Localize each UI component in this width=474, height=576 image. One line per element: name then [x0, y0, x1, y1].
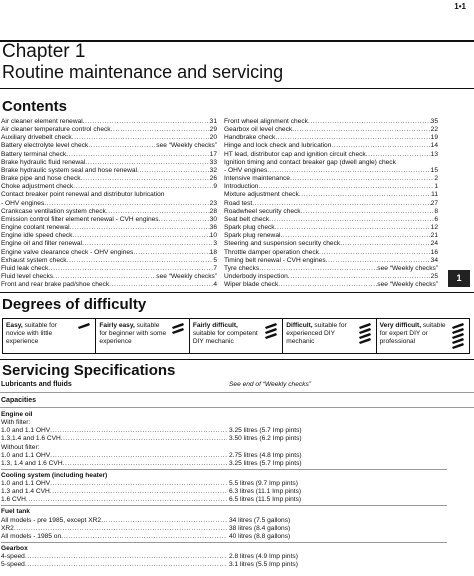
spec-subgroup-label: Without filter:: [1, 443, 40, 451]
contents-entry[interactable]: [224, 249, 438, 257]
difficulty-level-name: Very difficult,: [379, 322, 422, 329]
spec-group-title: Fuel tank: [1, 508, 30, 516]
contents-entry-page: 15: [430, 166, 438, 174]
spec-row-label-wrap: [1, 525, 227, 533]
spec-row-value: 34 litres (7.5 gallons): [229, 516, 291, 524]
contents-entry-label: Roadwheel security check: [224, 207, 301, 215]
contents-left-column: [1, 118, 217, 289]
capacities-label: Capacities: [1, 397, 37, 404]
contents-entry[interactable]: [1, 175, 217, 183]
spec-row-leader: [50, 488, 227, 496]
contents-entry-leader: [340, 240, 430, 248]
contents-entry[interactable]: [224, 126, 438, 134]
spanner-shape: [452, 333, 464, 339]
contents-entry-page: 26: [209, 175, 217, 183]
contents-entry-leader: [280, 232, 430, 240]
difficulty-level-text: [99, 322, 167, 346]
contents-entry-page: 8: [434, 207, 438, 215]
contents-entry[interactable]: [1, 273, 217, 281]
contents-entry-page: see “Weekly checks”: [156, 272, 217, 280]
contents-entry-leader: [137, 167, 210, 175]
contents-entry-label: Spark plug check: [224, 224, 275, 232]
spec-row: [1, 488, 447, 496]
contents-entry-page: see “Weekly checks”: [156, 142, 217, 150]
contents-entry-page: 2: [434, 175, 438, 183]
spec-row-value: 6.3 litres (11.1 Imp pints): [229, 488, 302, 496]
difficulty-level-description: suitable for beginner with some experience: [99, 322, 167, 345]
spec-group-title: Engine oil: [1, 411, 33, 418]
contents-entry-leader: [81, 175, 210, 183]
contents-entry-label: Brake hydraulic fluid renewal: [1, 158, 86, 166]
contents-entry-leader: [83, 118, 210, 126]
spec-row: [1, 427, 447, 435]
contents-entry-label: Front and rear brake pad/shoe check: [1, 281, 110, 289]
spec-row-label: 1.0 and 1.1 OHV: [1, 427, 51, 435]
contents-entry-page: 21: [430, 232, 438, 240]
contents-entry-leader: [82, 240, 213, 248]
contents-entry-page: 22: [430, 126, 438, 134]
contents-entry-leader: [66, 151, 209, 159]
spec-row-leader: [26, 496, 227, 504]
contents-entry-label: Underbody inspection: [224, 272, 288, 280]
spec-row-label-wrap: [1, 533, 227, 541]
difficulty-level: [190, 319, 283, 353]
contents-entry[interactable]: [1, 167, 217, 175]
spec-row-value: 3.25 litres (5.7 Imp pints): [229, 459, 302, 467]
contents-entry-label: Ignition timing and contact breaker gap (dwell angle) check: [224, 158, 396, 166]
contents-entry-leader: [67, 257, 214, 265]
contents-entry-label: Exhaust system check: [1, 256, 67, 264]
spec-row-label: 1.6 CVH: [1, 496, 26, 504]
chapter-bottom-rule: [0, 88, 474, 89]
spec-row-leader: [50, 452, 227, 460]
contents-entry-leader: [48, 265, 213, 273]
difficulty-level-text: [6, 322, 74, 346]
contents-entry-leader: [288, 273, 431, 281]
contents-entry-page: 27: [430, 199, 438, 207]
contents-entry[interactable]: [1, 151, 217, 159]
spec-row-label: 1.3 and 1.4 CVH: [1, 488, 50, 496]
contents-entry[interactable]: [1, 257, 217, 265]
chapter-title: Chapter 1: [2, 41, 86, 62]
contents-entry-leader: [319, 249, 431, 257]
spanner-shape: [265, 323, 277, 329]
contents-entry-page: 7: [213, 264, 217, 272]
spec-row-leader: [25, 553, 227, 561]
lubricants-label: Lubricants and fluids: [1, 381, 72, 388]
contents-entry[interactable]: [1, 232, 217, 240]
contents-entry[interactable]: [224, 191, 438, 199]
spec-row-value: 6.5 litres (11.5 Imp pints): [229, 496, 302, 504]
spec-row-label-wrap: [1, 460, 227, 468]
spec-divider: [1, 542, 447, 543]
spanner-shape: [172, 328, 184, 334]
contents-entry-label: Throttle damper operation check: [224, 248, 319, 256]
contents-entry-label: Mixture adjustment check: [224, 191, 299, 199]
contents-entry-page: 19: [430, 134, 438, 142]
spec-row-leader: [61, 533, 227, 541]
spec-row-label: 1.0 and 1.1 OHV: [1, 451, 51, 459]
contents-entry-leader: [159, 216, 210, 224]
contents-entry-leader: [269, 216, 434, 224]
contents-entry[interactable]: [1, 240, 217, 248]
spanner-shape: [452, 343, 464, 349]
contents-entry-page: 34: [430, 256, 438, 264]
spec-row-label-wrap: [1, 553, 227, 561]
contents-entry-label: Handbrake check: [224, 134, 276, 142]
chapter-header: [0, 42, 474, 82]
spec-subgroup-label: With filter:: [1, 419, 31, 427]
contents-entry-label: Battery electrolyte level check: [1, 142, 89, 150]
difficulty-table: [2, 318, 470, 354]
spec-divider: [1, 505, 447, 506]
contents-entry-leader: [53, 273, 156, 281]
spanner-shape: [452, 328, 464, 334]
spec-row: [1, 561, 447, 569]
spec-row-value: 38 litres (8.4 gallons): [229, 524, 291, 532]
contents-entry-leader: [73, 183, 213, 191]
contents-entry-page: 25: [430, 272, 438, 280]
spanner-shape: [265, 328, 277, 334]
contents-entry-label: Air cleaner element renewal: [1, 118, 83, 125]
spec-row-label: 1.0 and 1.1 OHV: [1, 480, 51, 488]
spanner-fairly-difficult-icon: [263, 322, 279, 350]
contents-entry-page: 36: [209, 224, 217, 232]
spec-row-leader: [25, 561, 227, 569]
contents-entry[interactable]: [1, 159, 217, 167]
contents-entry[interactable]: [1, 265, 217, 273]
spec-row-value: 3.25 litres (5.7 Imp pints): [229, 427, 302, 435]
contents-entry-label: Hinge and lock check and lubrication: [224, 142, 332, 150]
contents-entry-label: Introduction: [224, 183, 259, 191]
spec-group-title: Gearbox: [1, 545, 28, 553]
difficulty-level: [377, 319, 469, 353]
spec-row-leader: [50, 427, 227, 435]
contents-right-column: [224, 118, 438, 289]
contents-entry-label: Choke adjustment check: [1, 183, 74, 191]
contents-entry-leader: [85, 159, 209, 167]
spec-row: [1, 533, 447, 541]
specs-rule: [0, 359, 474, 360]
contents-entry-label: Spark plug renewal: [224, 232, 281, 240]
contents-entry-page: 29: [209, 126, 217, 134]
spec-row-leader: [50, 480, 227, 488]
contents-entry-page: 11: [431, 191, 438, 199]
spec-row-label: XR2: [1, 524, 14, 532]
spec-row-leader: [14, 525, 227, 533]
contents-entry-page: 35: [430, 118, 438, 125]
difficulty-level-name: Easy,: [6, 322, 23, 329]
contents-entry-leader: [70, 224, 210, 232]
contents-entry[interactable]: [224, 151, 438, 159]
contents-entry-page: 5: [213, 256, 217, 264]
spanner-easy-icon: [76, 322, 92, 350]
contents-entry-label: HT lead, distributor cap and ignition circuit check: [224, 150, 366, 158]
contents-entry-label: Front wheel alignment check: [224, 118, 308, 125]
contents-entry[interactable]: [224, 208, 438, 216]
contents-entry[interactable]: [224, 232, 438, 240]
contents-entry-page: 12: [430, 224, 438, 232]
contents-entry[interactable]: [224, 273, 438, 281]
contents-entry[interactable]: [1, 183, 217, 191]
contents-entry-label: Gearbox oil level check: [224, 126, 293, 134]
chapter-tab-marker: 1: [448, 270, 470, 287]
contents-entry-label: Tyre checks: [224, 264, 260, 272]
contents-entry-label: Crankcase ventilation system check: [1, 207, 106, 215]
contents-entry-leader: [326, 257, 431, 265]
difficulty-heading: Degrees of difficulty: [2, 296, 147, 313]
contents-entry-leader: [275, 224, 431, 232]
contents-entry-page: 31: [209, 118, 217, 125]
contents-entry-leader: [106, 208, 210, 216]
contents-entry-leader: [301, 208, 435, 216]
contents-entry-label: Engine coolant renewal: [1, 224, 70, 232]
contents-entry-leader: [72, 232, 209, 240]
contents-entry-label: Engine valve clearance check - OHV engines: [1, 248, 134, 256]
spec-row-label: 5-speed: [1, 561, 25, 569]
contents-entry[interactable]: [224, 240, 438, 248]
contents-entry[interactable]: [224, 257, 438, 265]
spanner-shape: [359, 323, 371, 329]
spec-row: [1, 496, 447, 504]
contents-entry-page: 9: [213, 183, 217, 191]
contents-entry-page: 18: [209, 248, 217, 256]
spec-row-label: 1.3,1.4 and 1.6 CVH: [1, 435, 61, 443]
spec-row-value: 5.5 litres (9.7 Imp pints): [229, 480, 298, 488]
contents-entry-page: 23: [209, 199, 217, 207]
contents-entry-label: Engine idle speed check: [1, 232, 73, 240]
contents-entry[interactable]: [224, 216, 438, 224]
contents-entry[interactable]: [1, 118, 217, 126]
difficulty-level: [3, 319, 96, 353]
spec-row: [1, 525, 447, 533]
contents-entry-label: Engine oil and filter renewal: [1, 240, 83, 248]
contents-entry-label: Brake hydraulic system seal and hose renewal: [1, 166, 137, 174]
lubricants-value: See end of “Weekly checks”: [229, 381, 311, 388]
contents-entry[interactable]: [1, 126, 217, 134]
spec-row-label-wrap: [1, 561, 227, 569]
chapter-subtitle: Routine maintenance and servicing: [2, 62, 284, 82]
lubricants-divider: [0, 392, 474, 393]
difficulty-level-description: suitable for expert DIY or professional: [379, 322, 446, 345]
contents-entry-page: 6: [434, 215, 438, 223]
spec-row-value: 2.75 litres (4.8 Imp pints): [229, 451, 302, 459]
contents-entry-page: 4: [213, 281, 217, 289]
contents-entry-leader: [252, 200, 430, 208]
difficulty-level-text: [380, 322, 448, 346]
contents-entry-leader: [278, 281, 377, 289]
contents-entry-leader: [267, 167, 430, 175]
capacities-divider: [0, 407, 474, 408]
contents-entry-leader: [275, 134, 430, 142]
spanner-shape: [172, 323, 184, 329]
contents-entry-label: Battery terminal check: [1, 150, 67, 158]
contents-entry[interactable]: [224, 159, 438, 167]
spec-row-label: All models - pre 1985, except XR2: [1, 516, 102, 524]
contents-entry-page: 10: [209, 232, 217, 240]
spec-row-label-wrap: [1, 427, 227, 435]
contents-entry[interactable]: [224, 134, 438, 142]
contents-entry-page: see “Weekly checks”: [377, 264, 438, 272]
spec-row-value: 3.1 litres (5.5 Imp pints): [229, 561, 298, 569]
contents-entry-page: 28: [209, 207, 217, 215]
contents-entry[interactable]: [1, 134, 217, 142]
spanner-difficult-icon: [357, 322, 373, 350]
contents-entry-page: 30: [209, 215, 217, 223]
spanner-shape: [452, 338, 464, 344]
spec-row-label-wrap: [1, 488, 227, 496]
contents-entry[interactable]: [224, 281, 438, 289]
contents-entry-page: see “Weekly checks”: [377, 281, 438, 289]
spec-row: [1, 435, 447, 443]
contents-entry[interactable]: [1, 200, 217, 208]
spec-row-label-wrap: [1, 480, 227, 488]
spanner-shape: [265, 333, 277, 339]
specs-heading: Servicing Specifications: [2, 362, 176, 379]
contents-entry-label: Fluid leak check: [1, 264, 49, 272]
contents-entry-label: Intensive maintenance: [224, 175, 290, 183]
contents-entry-leader: [258, 183, 434, 191]
difficulty-level-name: Difficult,: [286, 322, 313, 329]
spanner-shape: [359, 333, 371, 339]
contents-entry-label: Emission control filter element renewal - CVH engines: [1, 215, 159, 223]
contents-entry-label: Wiper blade check: [224, 281, 279, 289]
capacities-table: [1, 409, 447, 570]
spanner-very-difficult-icon: [450, 322, 466, 350]
spec-row-value: 2.8 litres (4.9 Imp pints): [229, 553, 298, 561]
spec-group-title: Cooling system (including heater): [1, 471, 108, 479]
spec-divider: [1, 469, 447, 470]
difficulty-level-text: [193, 322, 261, 346]
contents-entry[interactable]: [1, 142, 217, 150]
spec-row-leader: [101, 517, 227, 525]
spec-row-label-wrap: [1, 452, 227, 460]
contents-entry[interactable]: [224, 224, 438, 232]
difficulty-level-name: Fairly easy,: [99, 322, 135, 329]
contents-entry-page: 24: [430, 240, 438, 248]
contents-entry-leader: [331, 142, 430, 150]
specs-lubricants: [1, 381, 447, 390]
spec-row: [1, 480, 447, 488]
contents-entry-label: Steering and suspension security check: [224, 240, 341, 248]
page-number: 1•1: [454, 2, 466, 11]
contents-entry-label: Road test: [224, 199, 253, 207]
contents-entry[interactable]: [224, 175, 438, 183]
difficulty-level: [96, 319, 189, 353]
spanner-fairly-easy-icon: [170, 322, 186, 350]
contents-entry[interactable]: [1, 191, 217, 199]
contents-entry[interactable]: [224, 265, 438, 273]
difficulty-level-description: suitable for competent DIY mechanic: [192, 330, 258, 345]
contents-entry-leader: [290, 175, 434, 183]
difficulty-level: [283, 319, 376, 353]
contents-entry[interactable]: [224, 142, 438, 150]
spec-row-label-wrap: [1, 496, 227, 504]
contents-entry-label: - OHV engines: [224, 166, 268, 174]
contents-entry-label: Seat belt check: [224, 215, 270, 223]
contents-entry-leader: [299, 191, 431, 199]
contents-entry-leader: [292, 126, 430, 134]
contents-entry[interactable]: [1, 224, 217, 232]
spec-row-label: 4-speed: [1, 553, 25, 561]
spec-row: [1, 460, 447, 468]
contents-entry-label: Air cleaner temperature control check: [1, 126, 111, 134]
spanner-shape: [359, 328, 371, 334]
contents-entry-page: 13: [430, 150, 438, 158]
contents-entry-leader: [259, 265, 377, 273]
contents-entry-label: - OHV engines: [1, 199, 45, 207]
difficulty-level-description: suitable for novice with little experience: [6, 322, 57, 345]
contents-entry[interactable]: [1, 208, 217, 216]
contents-entry-page: 20: [209, 134, 217, 142]
contents-entry-leader: [88, 142, 156, 150]
contents-entry-label: Contact breaker point renewal and distributor lubrication: [1, 191, 165, 199]
spanner-shape: [78, 323, 90, 329]
spec-row: [1, 517, 447, 525]
difficulty-level-description: suitable for experienced DIY mechanic: [286, 322, 347, 345]
contents-entry-page: 14: [430, 142, 438, 150]
spanner-shape: [359, 338, 371, 344]
contents-entry-leader: [366, 151, 431, 159]
contents-entry-label: Fluid level checks: [1, 272, 54, 280]
spanner-shape: [452, 323, 464, 329]
difficulty-level-text: [286, 322, 354, 346]
spec-row-label-wrap: [1, 435, 227, 443]
contents-entry-page: 1: [434, 183, 438, 191]
spec-row: [1, 452, 447, 460]
contents-entry-page: 33: [209, 158, 217, 166]
difficulty-rule: [0, 292, 474, 293]
spec-row-value: 3.50 litres (6.2 Imp pints): [229, 435, 302, 443]
contents-heading: Contents: [2, 98, 67, 115]
contents-entry[interactable]: [224, 183, 438, 191]
contents-entry-label: Timing belt renewal - CVH engines: [224, 256, 326, 264]
spec-row-label-wrap: [1, 517, 227, 525]
spec-row-leader: [61, 435, 227, 443]
contents-entry-leader: [44, 200, 209, 208]
spec-row: [1, 553, 447, 561]
contents-entry[interactable]: [224, 200, 438, 208]
contents-entry[interactable]: [1, 216, 217, 224]
contents-entry[interactable]: [1, 249, 217, 257]
contents-entry-leader: [109, 281, 213, 289]
contents-entry-page: 3: [213, 240, 217, 248]
spec-row-label: 1.3, 1.4 and 1.6 CVH: [1, 459, 63, 467]
contents-entry-leader: [111, 126, 210, 134]
contents-entry[interactable]: [224, 167, 438, 175]
contents-entry-label: Brake pipe and hose check: [1, 175, 81, 183]
contents-entry[interactable]: [224, 118, 438, 126]
contents-entry-leader: [133, 249, 209, 257]
contents-entry-leader: [308, 118, 431, 126]
spec-row-label: All models - 1985 on: [1, 532, 62, 540]
contents-entry-page: 16: [430, 248, 438, 256]
contents-entry-page: 32: [209, 166, 217, 174]
contents-entry-leader: [72, 134, 210, 142]
contents-entry-page: 17: [209, 150, 217, 158]
contents-entry[interactable]: [1, 281, 217, 289]
spec-row-leader: [63, 460, 227, 468]
difficulty-level-name: Fairly difficult,: [192, 322, 238, 329]
contents-entry-label: Auxiliary drivebelt check: [1, 134, 72, 142]
spec-row-value: 40 litres (8.8 gallons): [229, 532, 291, 540]
